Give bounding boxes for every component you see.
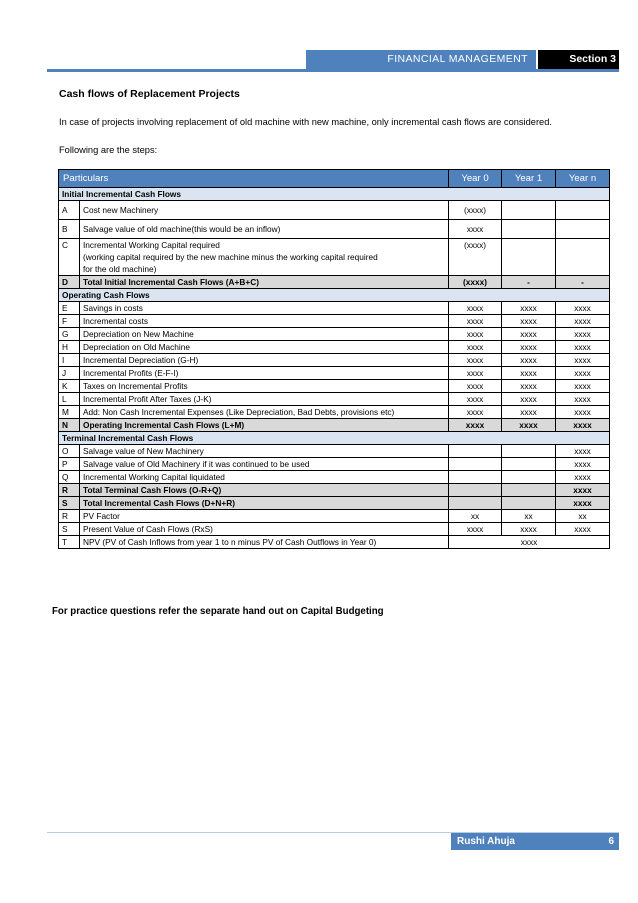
table-row	[59, 445, 610, 458]
year-n-value: xxxx	[556, 341, 610, 354]
year-1-value: xx	[502, 510, 556, 523]
row-particular	[80, 497, 449, 510]
row-particular	[80, 220, 449, 239]
header-particulars: Particulars	[59, 170, 449, 188]
table-row	[59, 276, 610, 289]
row-code: H	[59, 341, 80, 354]
year-1-value: xxxx	[502, 419, 556, 432]
year-n-value: xxxx	[556, 393, 610, 406]
table-row	[59, 201, 610, 220]
row-particular	[80, 341, 449, 354]
header-year-0: Year 0	[449, 170, 502, 188]
year-1-value	[502, 484, 556, 497]
header-section: Section 3	[538, 50, 619, 69]
table-row	[59, 302, 610, 315]
row-particular-text: Incremental costs	[83, 316, 149, 326]
year-n-value: xxxx	[556, 367, 610, 380]
row-particular	[80, 510, 449, 523]
row-particular-text: Total Initial Incremental Cash Flows (A+B+C)	[83, 277, 259, 287]
practice-note: For practice questions refer the separate hand out on Capital Budgeting	[52, 606, 384, 617]
row-code: F	[59, 315, 80, 328]
year-1-value	[502, 471, 556, 484]
row-code: L	[59, 393, 80, 406]
row-code: E	[59, 302, 80, 315]
table-row	[59, 510, 610, 523]
row-particular-text: Operating Incremental Cash Flows (L+M)	[83, 420, 245, 430]
table-row	[59, 239, 610, 276]
header-year-1: Year 1	[502, 170, 556, 188]
row-particular	[80, 367, 449, 380]
row-particular-text: Add: Non Cash Incremental Expenses (Like Depreciation, Bad Debts, provisions etc)	[83, 407, 395, 417]
row-particular	[80, 523, 449, 536]
row-particular-text: Depreciation on Old Machine	[83, 342, 190, 352]
year-n-value: xxxx	[556, 354, 610, 367]
row-particular-text: Taxes on Incremental Profits	[83, 381, 188, 391]
row-code: B	[59, 220, 80, 239]
row-particular-text: Savings in costs	[83, 303, 143, 313]
year-0-value: (xxxx)	[449, 276, 502, 289]
row-code: R	[59, 510, 80, 523]
row-code: D	[59, 276, 80, 289]
row-code: O	[59, 445, 80, 458]
year-0-value: xxxx	[449, 367, 502, 380]
year-n-value: xxxx	[556, 328, 610, 341]
year-0-value: xxxx	[449, 406, 502, 419]
row-particular-text: Incremental Working Capital liquidated	[83, 472, 225, 482]
npv-value: xxxx	[449, 536, 610, 549]
row-code: A	[59, 201, 80, 220]
row-particular-text: Total Incremental Cash Flows (D+N+R)	[83, 498, 235, 508]
year-n-value: xxxx	[556, 302, 610, 315]
year-1-value	[502, 445, 556, 458]
row-particular	[80, 354, 449, 367]
year-1-value	[502, 220, 556, 239]
year-n-value: xxxx	[556, 484, 610, 497]
row-particular-text: Incremental Working Capital required	[83, 240, 220, 250]
table-row	[59, 471, 610, 484]
table-row	[59, 315, 610, 328]
row-particular-text: Cost new Machinery	[83, 205, 159, 215]
row-particular	[80, 380, 449, 393]
row-particular	[80, 471, 449, 484]
row-particular	[80, 315, 449, 328]
section-row	[59, 289, 610, 302]
row-code: K	[59, 380, 80, 393]
row-particular: NPV (PV of Cash Inflows from year 1 to n minus PV of Cash Outflows in Year 0)	[80, 536, 449, 549]
row-code: I	[59, 354, 80, 367]
row-particular	[80, 419, 449, 432]
year-1-value: xxxx	[502, 341, 556, 354]
table-row	[59, 458, 610, 471]
year-0-value: xx	[449, 510, 502, 523]
footer-page-number: 6	[608, 836, 614, 847]
table-body	[59, 188, 610, 549]
row-code: M	[59, 406, 80, 419]
table-row	[59, 380, 610, 393]
row-particular	[80, 445, 449, 458]
year-0-value: xxxx	[449, 419, 502, 432]
header-subject: FINANCIAL MANAGEMENT	[306, 50, 536, 69]
year-0-value: xxxx	[449, 315, 502, 328]
row-particular	[80, 276, 449, 289]
page-title: Cash flows of Replacement Projects	[59, 88, 240, 100]
row-particular-text: Salvage value of Old Machinery if it was continued to be used	[83, 459, 310, 469]
steps-label: Following are the steps:	[59, 145, 158, 155]
year-0-value	[449, 497, 502, 510]
row-particular-note: for the old machine)	[83, 264, 157, 274]
row-particular-text: PV Factor	[83, 511, 120, 521]
row-particular-text: Present Value of Cash Flows (RxS)	[83, 524, 213, 534]
year-0-value: (xxxx)	[449, 239, 502, 276]
section-label: Operating Cash Flows	[59, 289, 610, 302]
row-code: R	[59, 484, 80, 497]
row-particular-text: Incremental Depreciation (G-H)	[83, 355, 199, 365]
table-row	[59, 354, 610, 367]
year-0-value: xxxx	[449, 220, 502, 239]
year-0-value: xxxx	[449, 380, 502, 393]
year-1-value: xxxx	[502, 354, 556, 367]
row-particular	[80, 239, 449, 276]
row-particular	[80, 393, 449, 406]
row-particular-text: Salvage value of New Machinery	[83, 446, 204, 456]
year-0-value	[449, 471, 502, 484]
row-particular-note: (working capital required by the new machine minus the working capital required	[83, 252, 378, 262]
table-row	[59, 484, 610, 497]
row-code: N	[59, 419, 80, 432]
year-0-value: xxxx	[449, 523, 502, 536]
table-row	[59, 497, 610, 510]
section-row	[59, 432, 610, 445]
section-row	[59, 188, 610, 201]
intro-paragraph: In case of projects involving replacement of old machine with new machine, only incremental cash flows are considered.	[59, 117, 552, 127]
row-particular-text: Salvage value of old machine(this would be an inflow)	[83, 224, 281, 234]
row-particular-text: Incremental Profit After Taxes (J-K)	[83, 394, 212, 404]
year-n-value: xxxx	[556, 497, 610, 510]
section-label: Terminal Incremental Cash Flows	[59, 432, 610, 445]
year-0-value: xxxx	[449, 302, 502, 315]
year-n-value: -	[556, 276, 610, 289]
year-n-value: xxxx	[556, 471, 610, 484]
table-header-row	[59, 170, 610, 188]
row-particular	[80, 484, 449, 497]
year-n-value: xx	[556, 510, 610, 523]
row-particular	[80, 302, 449, 315]
row-code: S	[59, 523, 80, 536]
row-code: P	[59, 458, 80, 471]
year-0-value: xxxx	[449, 354, 502, 367]
year-1-value	[502, 497, 556, 510]
year-n-value: xxxx	[556, 458, 610, 471]
table-row	[59, 367, 610, 380]
table-row	[59, 393, 610, 406]
year-1-value	[502, 201, 556, 220]
row-code: S	[59, 497, 80, 510]
footer-bar	[451, 833, 619, 850]
row-code: C	[59, 239, 80, 276]
footer-author: Rushi Ahuja	[457, 836, 515, 847]
table-row	[59, 419, 610, 432]
year-1-value: xxxx	[502, 315, 556, 328]
year-1-value: xxxx	[502, 380, 556, 393]
year-n-value: xxxx	[556, 380, 610, 393]
year-0-value	[449, 445, 502, 458]
year-1-value: xxxx	[502, 328, 556, 341]
row-particular-text: Depreciation on New Machine	[83, 329, 194, 339]
row-code: Q	[59, 471, 80, 484]
year-0-value: xxxx	[449, 393, 502, 406]
row-code: T	[59, 536, 80, 549]
year-0-value: (xxxx)	[449, 201, 502, 220]
year-0-value	[449, 458, 502, 471]
year-n-value: xxxx	[556, 315, 610, 328]
year-0-value: xxxx	[449, 328, 502, 341]
year-n-value	[556, 201, 610, 220]
year-0-value: xxxx	[449, 341, 502, 354]
year-n-value: xxxx	[556, 523, 610, 536]
year-1-value: xxxx	[502, 406, 556, 419]
table-row	[59, 220, 610, 239]
table-row	[59, 523, 610, 536]
section-label: Initial Incremental Cash Flows	[59, 188, 610, 201]
year-1-value	[502, 239, 556, 276]
year-1-value: xxxx	[502, 367, 556, 380]
row-particular-text: Total Terminal Cash Flows (O-R+Q)	[83, 485, 222, 495]
year-1-value: xxxx	[502, 302, 556, 315]
table-row	[59, 406, 610, 419]
year-1-value: xxxx	[502, 393, 556, 406]
table-row	[59, 341, 610, 354]
year-1-value: -	[502, 276, 556, 289]
year-1-value	[502, 458, 556, 471]
header-year-n: Year n	[556, 170, 610, 188]
year-0-value	[449, 484, 502, 497]
year-n-value: xxxx	[556, 406, 610, 419]
row-particular	[80, 406, 449, 419]
table-row	[59, 328, 610, 341]
cash-flow-table	[58, 169, 610, 549]
year-n-value	[556, 220, 610, 239]
row-particular-text: Incremental Profits (E-F-I)	[83, 368, 179, 378]
row-particular	[80, 458, 449, 471]
year-1-value: xxxx	[502, 523, 556, 536]
year-n-value: xxxx	[556, 419, 610, 432]
year-n-value	[556, 239, 610, 276]
row-particular	[80, 201, 449, 220]
year-n-value: xxxx	[556, 445, 610, 458]
header-rule	[47, 69, 619, 72]
row-code: G	[59, 328, 80, 341]
table-row	[59, 536, 610, 549]
row-particular	[80, 328, 449, 341]
row-code: J	[59, 367, 80, 380]
